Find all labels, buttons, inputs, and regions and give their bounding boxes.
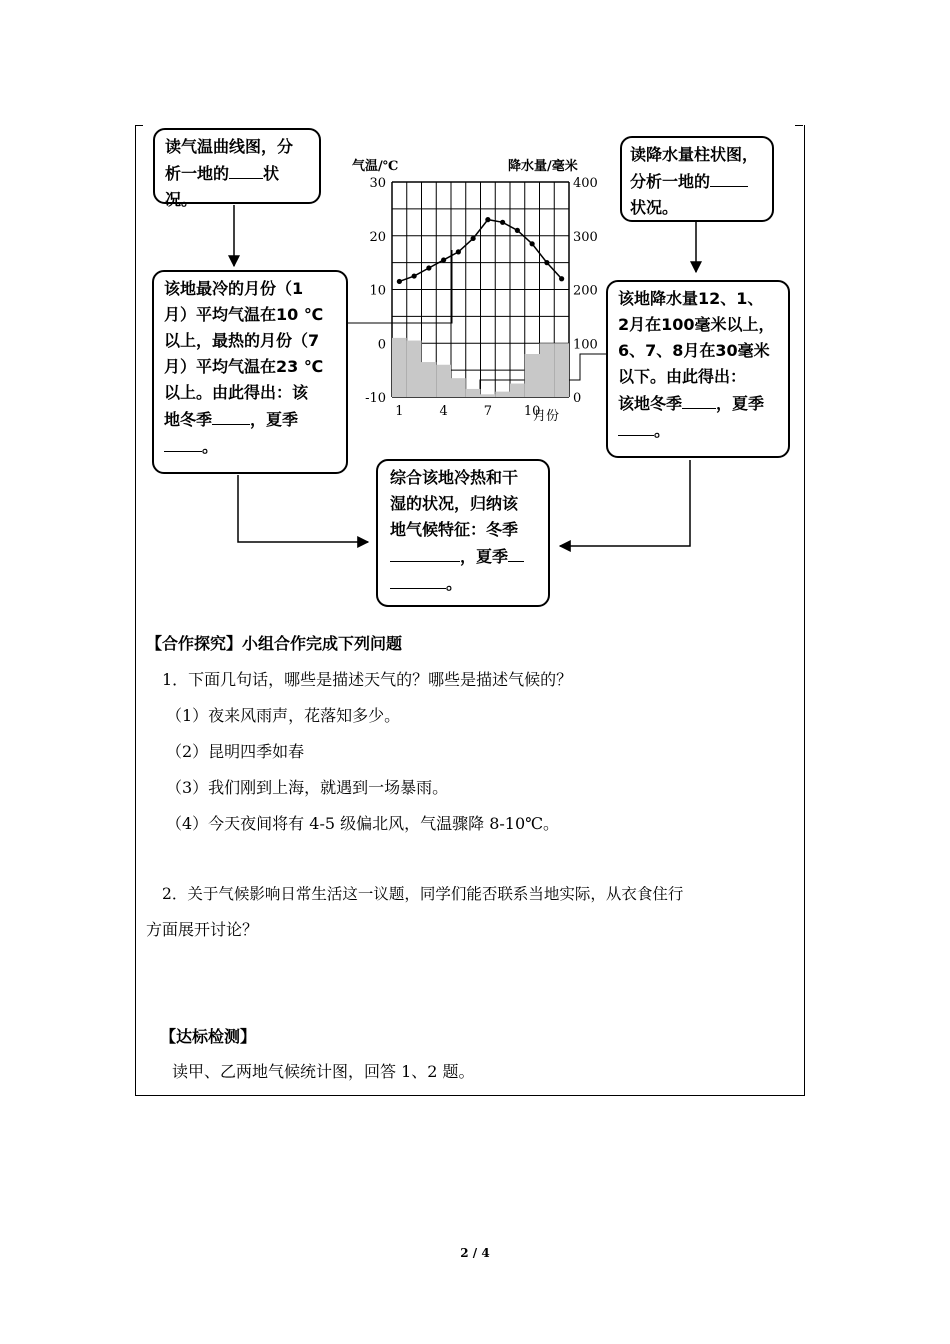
question-1-item: （4）今天夜间将有 4-5 级偏北风，气温骤降 8-10℃。 (166, 814, 560, 833)
temperature-point (544, 260, 549, 265)
box-line: 以上。由此得出：该 (164, 383, 309, 402)
right-axis-label: 降水量/毫米 (508, 159, 578, 174)
right-tick-label: 0 (573, 391, 582, 406)
x-tick-label: 7 (483, 404, 493, 419)
precipitation-bar (466, 389, 481, 397)
test-instruction: 读甲、乙两地气候统计图，回答 1、2 题。 (172, 1062, 475, 1081)
temperature-point (441, 257, 446, 262)
fill-blank[interactable] (682, 390, 716, 409)
precipitation-bar (392, 338, 407, 397)
left-tick-label: 10 (369, 283, 386, 299)
box-line: 读气温曲线图，分 (165, 137, 294, 156)
fill-blank[interactable] (212, 406, 250, 425)
box-line: 2月在100毫米以上， (618, 315, 775, 334)
fill-blank[interactable] (229, 160, 263, 179)
precipitation-bar (495, 392, 510, 397)
box-line: 以下。由此得出： (618, 367, 747, 386)
precipitation-bar (554, 343, 569, 397)
temperature-point (559, 276, 564, 281)
box-line: 。 (164, 433, 338, 460)
box-line: 月）平均气温在10 ℃ (164, 305, 324, 324)
box-line: 综合该地冷热和干 (390, 468, 519, 487)
left-tick-label: 0 (377, 337, 386, 353)
box-line: 析一地的 状况。 (165, 160, 311, 213)
box-line: ，夏季 (390, 543, 540, 570)
left-axis-label: 气温/℃ (352, 159, 399, 174)
box-line: 读降水量柱状图， (630, 145, 759, 164)
question-1-item: （3）我们刚到上海，就遇到一场暴雨。 (166, 778, 449, 797)
box-line: 地冬季 ，夏季 (164, 406, 338, 433)
question-2-line: 2．关于气候影响日常生活这一议题，同学们能否联系当地实际，从衣食住行 (162, 885, 684, 903)
test-heading: 【达标检测】 (160, 1027, 257, 1046)
precipitation-bar (525, 354, 540, 397)
precipitation-bar (510, 384, 525, 397)
box-read-precipitation (620, 136, 774, 222)
box-line: 该地冬季 ，夏季 (618, 390, 780, 417)
fill-blank[interactable] (164, 433, 202, 452)
x-axis-label: 月份 (533, 409, 560, 424)
precipitation-bar (436, 365, 451, 397)
box-line: 湿的状况，归纳该 (390, 494, 519, 513)
precipitation-bar (422, 362, 437, 397)
box-line: 月）平均气温在23 ℃ (164, 357, 324, 376)
box-line: 该地降水量12、1、 (618, 289, 764, 308)
temperature-point (530, 241, 535, 246)
precipitation-bar (481, 394, 496, 397)
temperature-point (426, 265, 431, 270)
box-temperature-detail (152, 270, 348, 474)
temperature-point (515, 228, 520, 233)
box-line: 。 (390, 570, 540, 597)
box-line: 以上，最热的月份（7 (164, 331, 320, 350)
question-1-item: （2）昆明四季如春 (166, 742, 305, 761)
coop-heading: 【合作探究】小组合作完成下列问题 (146, 634, 403, 653)
right-tick-label: 300 (573, 229, 598, 245)
box-line: 分析一地的 (630, 168, 764, 195)
fill-blank[interactable] (390, 570, 446, 589)
x-tick-label: 10 (523, 404, 541, 419)
x-tick-label: 4 (439, 404, 448, 419)
precipitation-bar (451, 378, 466, 397)
fill-blank[interactable] (618, 417, 654, 436)
page-number: 2 / 4 (460, 1246, 490, 1260)
temperature-point (471, 236, 476, 241)
box-precipitation-detail (606, 280, 790, 458)
question-1: 1．下面几句话，哪些是描述天气的？哪些是描述气候的？ (162, 670, 573, 689)
temperature-point (500, 220, 505, 225)
box-line: 该地最冷的月份（1 (164, 279, 304, 298)
box-line: 地气候特征：冬季 (390, 520, 519, 539)
box-line: 状况。 (630, 198, 679, 217)
box-line: 6、7、8月在30毫米 (618, 341, 770, 360)
temperature-point (397, 279, 402, 284)
question-1-item: （1）夜来风雨声，花落知多少。 (166, 706, 401, 725)
right-tick-label: 200 (573, 283, 598, 299)
precipitation-bar (540, 343, 555, 397)
right-tick-label: 100 (573, 337, 598, 353)
right-tick-label: 400 (573, 176, 598, 191)
temperature-point (456, 249, 461, 254)
question-2-line: 方面展开讨论？ (146, 920, 259, 939)
box-read-temperature (153, 128, 321, 209)
fill-blank[interactable] (390, 543, 460, 562)
temperature-point (485, 217, 490, 222)
temperature-point (412, 273, 417, 278)
left-tick-label: 30 (369, 176, 386, 191)
left-tick-label: 20 (369, 229, 386, 245)
x-tick-label: 1 (395, 404, 404, 419)
box-line: 。 (618, 417, 780, 444)
precipitation-bar (407, 341, 422, 397)
box-summary (376, 459, 550, 607)
fill-blank[interactable] (710, 168, 748, 187)
left-tick-label: -10 (365, 391, 386, 406)
climate-chart (340, 152, 600, 430)
fill-blank[interactable] (508, 543, 524, 562)
